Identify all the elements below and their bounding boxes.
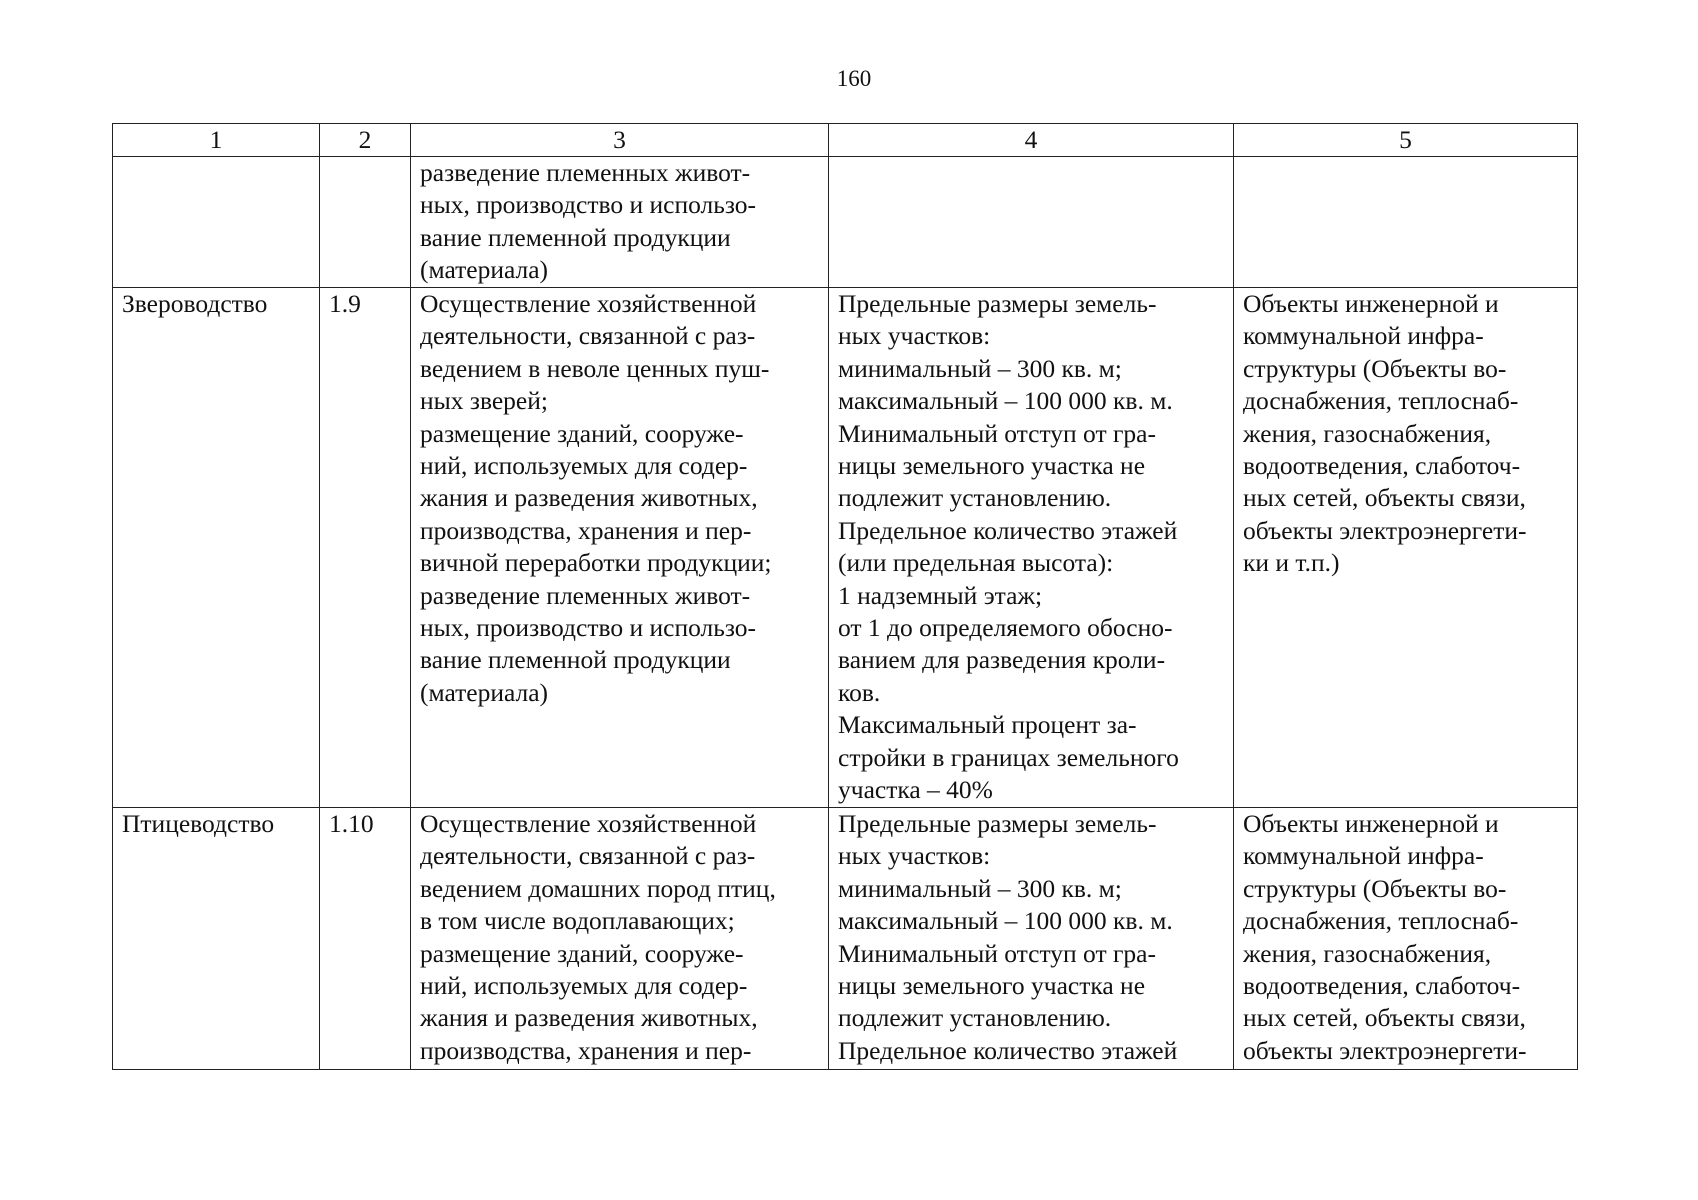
use-type-code-cell xyxy=(320,157,411,288)
column-header: 3 xyxy=(411,124,829,157)
column-header: 2 xyxy=(320,124,411,157)
auxiliary-uses-cell xyxy=(1234,157,1578,288)
use-type-description-cell: разведение племенных живот- ных, производство и использо- вание племенной продукции (материала) xyxy=(411,157,829,288)
auxiliary-uses-cell: Объекты инженерной и коммунальной инфра- структуры (Объекты во- доснабжения, теплоснаб- жения, газоснабжения, водоотведения, слаботоч- ных сетей, объекты связи, объекты электроэнергети- ки и т.п.) xyxy=(1234,288,1578,808)
table-row xyxy=(113,157,1578,288)
parameters-cell: Предельные размеры земель- ных участков: минимальный – 300 кв. м; максимальный – 100 000 кв. м. Минимальный отступ от гра- ницы земельного участка не подлежит установлению. Предельное количество этажей (или предельная высота): 1 надземный этаж; от 1 до определяемого обосно- ванием для разведения кроли- ков. Максимальный процент за- стройки в границах земельного участка – 40% xyxy=(829,288,1234,808)
table-header-row xyxy=(113,124,1578,157)
column-header: 4 xyxy=(829,124,1234,157)
land-use-table xyxy=(112,123,1578,1070)
use-type-description-cell: Осуществление хозяйственной деятельности, связанной с раз- ведением домашних пород птиц, в том числе водоплавающих; размещение зданий, сооруже- ний, используемых для содер- жания и разведения животных, производства, хранения и пер- xyxy=(411,808,829,1070)
use-type-description-cell: Осуществление хозяйственной деятельности, связанной с раз- ведением в неволе ценных пуш- ных зверей; размещение зданий, сооруже- ний, используемых для содер- жания и разведения животных, производства, хранения и пер- вичной переработки продукции; разведение племенных живот- ных, производство и использо- вание племенной продукции (материала) xyxy=(411,288,829,808)
use-type-code-cell: 1.9 xyxy=(320,288,411,808)
use-type-name-cell: Звероводство xyxy=(113,288,320,808)
table-row xyxy=(113,288,1578,808)
parameters-cell: Предельные размеры земель- ных участков: минимальный – 300 кв. м; максимальный – 100 000 кв. м. Минимальный отступ от гра- ницы земельного участка не подлежит установлению. Предельное количество этажей xyxy=(829,808,1234,1070)
use-type-name-cell: Птицеводство xyxy=(113,808,320,1070)
column-header: 1 xyxy=(113,124,320,157)
parameters-cell xyxy=(829,157,1234,288)
auxiliary-uses-cell: Объекты инженерной и коммунальной инфра- структуры (Объекты во- доснабжения, теплоснаб- жения, газоснабжения, водоотведения, слаботоч- ных сетей, объекты связи, объекты электроэнергети- xyxy=(1234,808,1578,1070)
page-number: 160 xyxy=(836,66,872,91)
use-type-code-cell: 1.10 xyxy=(320,808,411,1070)
column-header: 5 xyxy=(1234,124,1578,157)
use-type-name-cell xyxy=(113,157,320,288)
table-row xyxy=(113,808,1578,1070)
